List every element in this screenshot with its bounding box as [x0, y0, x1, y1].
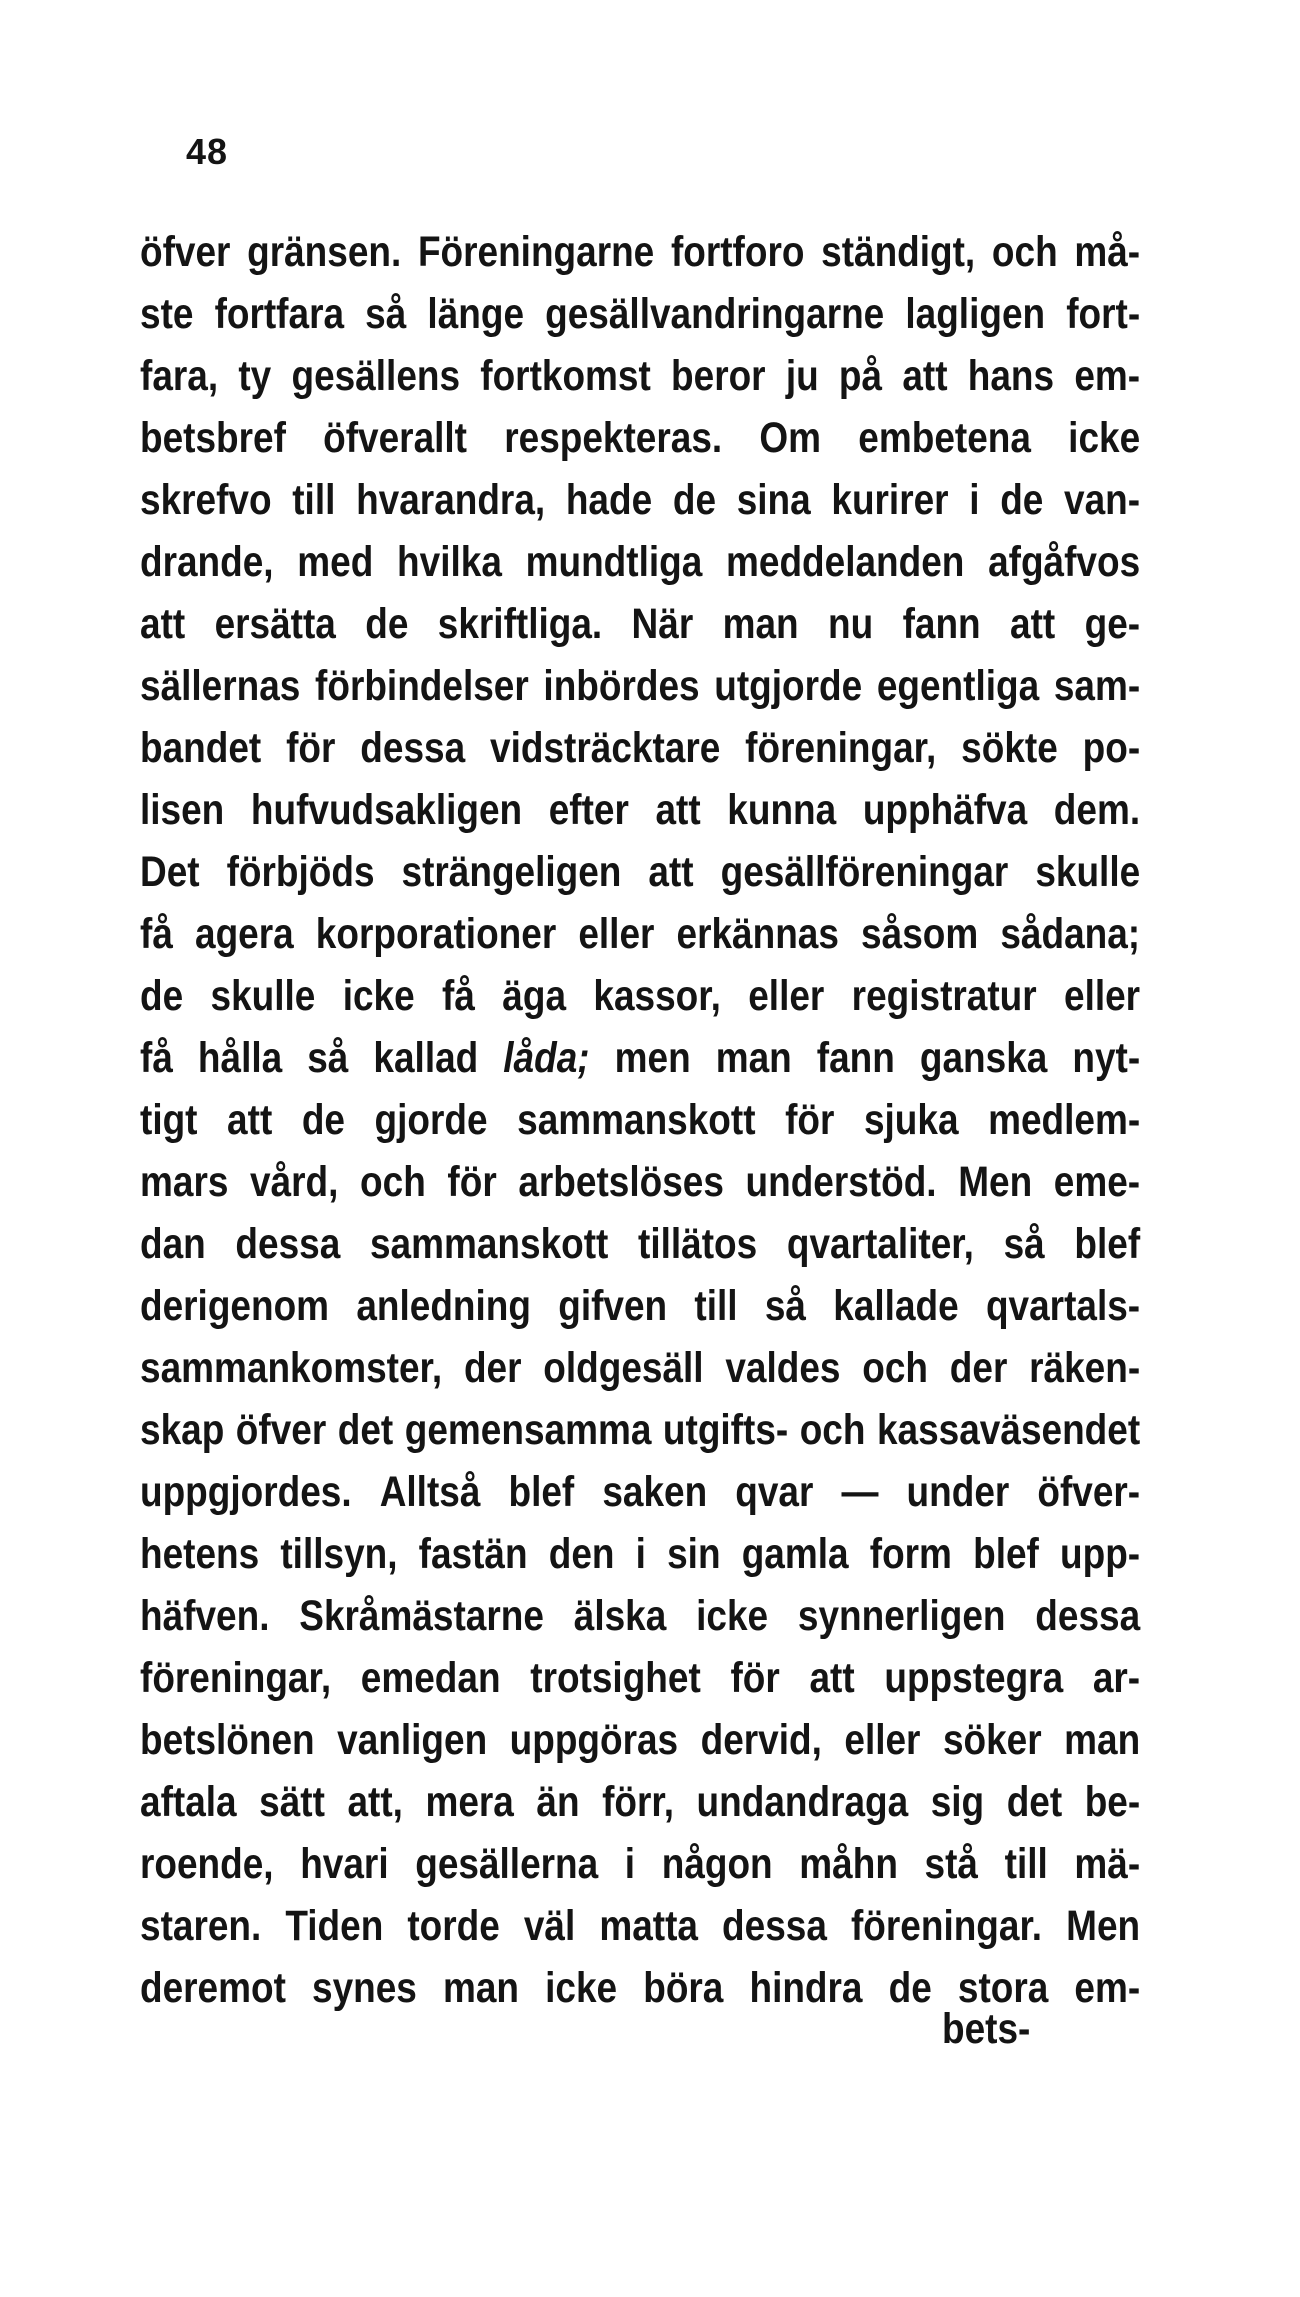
text-line: sammankomster, der oldgesäll valdes och der räken-: [140, 1344, 1141, 1392]
body-text: [140, 221, 1140, 2019]
text-line: mars vård, och för arbetslöses understöd. Men eme-: [140, 1158, 1141, 1206]
text-line: uppgjordes. Alltså blef saken qvar — under öfver-: [140, 1468, 1141, 1516]
text-line: roende, hvari gesällerna i någon måhn stå till mä-: [140, 1840, 1141, 1888]
text-line: derigenom anledning gifven till så kallade qvartals-: [140, 1282, 1141, 1330]
text-line: skrefvo till hvarandra, hade de sina kurirer i de van-: [140, 476, 1141, 524]
text-line: staren. Tiden torde väl matta dessa föreningar. Men: [140, 1902, 1141, 1950]
text-line: de skulle icke få äga kassor, eller registratur eller: [140, 972, 1141, 1020]
text-line: skap öfver det gemensamma utgifts- och kassaväsendet: [140, 1406, 1141, 1454]
text-line: betslönen vanligen uppgöras dervid, eller söker man: [140, 1716, 1141, 1764]
text-line: ste fortfara så länge gesällvandringarne lagligen fort-: [140, 290, 1141, 338]
text-line: lisen hufvudsakligen efter att kunna upphäfva dem.: [140, 786, 1141, 834]
text-line: att ersätta de skriftliga. När man nu fann att ge-: [140, 600, 1141, 648]
text-line: Det förbjöds strängeligen att gesällföreningar skulle: [140, 848, 1141, 896]
text-line: fara, ty gesällens fortkomst beror ju på att hans em-: [140, 352, 1141, 400]
catchword: bets-: [942, 2005, 1031, 2053]
text-line: hetens tillsyn, fastän den i sin gamla form blef upp-: [140, 1530, 1141, 1578]
text-line: tigt att de gjorde sammanskott för sjuka medlem-: [140, 1096, 1141, 1144]
text-line: bandet för dessa vidsträcktare föreningar, sökte po-: [140, 724, 1141, 772]
text-line: häfven. Skråmästarne älska icke synnerligen dessa: [140, 1592, 1141, 1640]
page-number: 48: [186, 131, 229, 172]
text-line: få hålla så kallad låda; men man fann ganska nyt-: [140, 1034, 1141, 1082]
text-line: aftala sätt att, mera än förr, undandraga sig det be-: [140, 1778, 1141, 1826]
text-line: betsbref öfverallt respekteras. Om embetena icke: [140, 414, 1141, 462]
text-line: drande, med hvilka mundtliga meddelanden afgåfvos: [140, 538, 1141, 586]
text-line: dan dessa sammanskott tillätos qvartaliter, så blef: [140, 1220, 1141, 1268]
text-line: öfver gränsen. Föreningarne fortforo ständigt, och må-: [140, 228, 1141, 276]
text-line: föreningar, emedan trotsighet för att uppstegra ar-: [140, 1654, 1141, 1702]
text-line: deremot synes man icke böra hindra de stora em-: [140, 1964, 1141, 2012]
text-line: sällernas förbindelser inbördes utgjorde egentliga sam-: [140, 662, 1141, 710]
text-line: få agera korporationer eller erkännas såsom sådana;: [140, 910, 1141, 958]
